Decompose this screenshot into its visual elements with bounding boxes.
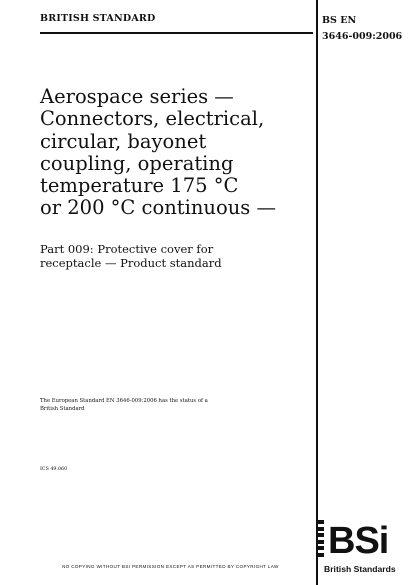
- logo-text: British Standards: [324, 564, 396, 574]
- title-line: temperature 175 °C: [40, 174, 239, 198]
- title-line: coupling, operating: [40, 151, 234, 175]
- publisher-label: BRITISH STANDARD: [40, 13, 156, 24]
- document-title: [40, 86, 310, 220]
- status-note: [40, 398, 240, 413]
- title-line: or 200 °C continuous —: [40, 196, 276, 220]
- title-line: Aerospace series —: [40, 85, 234, 108]
- title-line: circular, bayonet: [40, 129, 207, 153]
- standard-designation: [322, 13, 402, 45]
- bsi-logo: [318, 520, 400, 576]
- designation-line-1: BS EN: [322, 15, 357, 26]
- subtitle-line: Part 009: Protective cover for: [40, 242, 214, 256]
- copyright-notice: NO COPYING WITHOUT BSI PERMISSION EXCEPT AS PERMITTED BY COPYRIGHT LAW: [62, 564, 279, 569]
- subtitle-line: receptacle — Product standard: [40, 255, 222, 270]
- designation-line-2: 3646-009:2006: [322, 31, 403, 42]
- status-line: The European Standard EN 3646-009:2006 has the status of a: [40, 398, 208, 404]
- status-line: British Standard: [40, 405, 85, 412]
- document-subtitle: [40, 243, 310, 270]
- logo-bars-icon: [318, 520, 324, 564]
- header-rule: [40, 32, 313, 34]
- logo-mark: BSi: [328, 520, 389, 562]
- ics-code: ICS 49.060: [40, 467, 68, 472]
- vertical-rule: [316, 0, 318, 585]
- title-line: Connectors, electrical,: [40, 107, 265, 131]
